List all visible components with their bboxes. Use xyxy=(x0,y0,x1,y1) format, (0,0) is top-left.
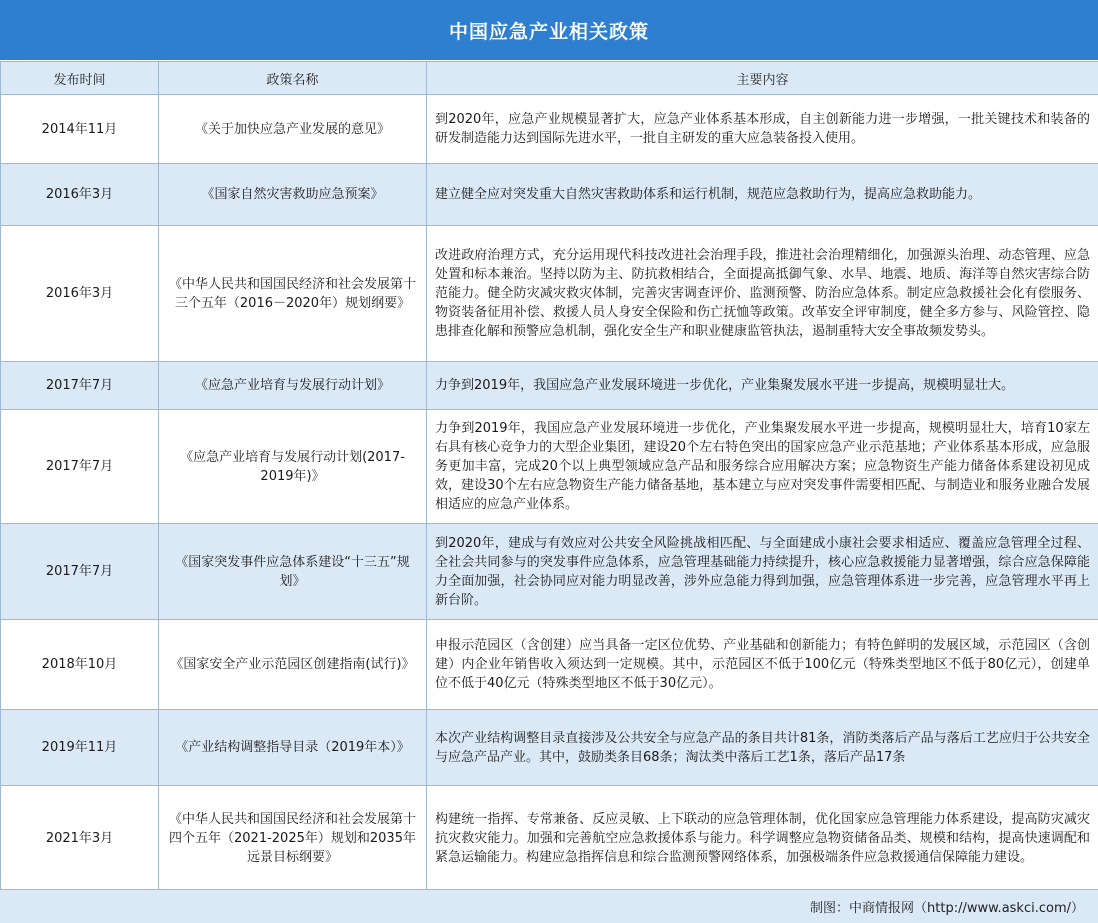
row-content: 建立健全应对突发重大自然灾害救助体系和运行机制，规范应急救助行为，提高应急救助能力。 xyxy=(427,164,1098,226)
row-policy-name: 《中华人民共和国国民经济和社会发展第十四个五年（2021-2025年）规划和2035年远景目标纲要》 xyxy=(159,786,427,892)
row-date: 2014年11月 xyxy=(1,95,159,164)
page-title: 中国应急产业相关政策 xyxy=(0,0,1098,61)
row-date: 2021年3月 xyxy=(1,786,159,892)
table-row xyxy=(1,95,1098,164)
row-date: 2016年3月 xyxy=(1,226,159,362)
row-policy-name: 《国家突发事件应急体系建设“十三五”规划》 xyxy=(159,524,427,620)
row-policy-name: 《关于加快应急产业发展的意见》 xyxy=(159,95,427,164)
row-content: 构建统一指挥、专常兼备、反应灵敏、上下联动的应急管理体制，优化国家应急管理能力体系建设，提高防灾减灾抗灾救灾能力。加强和完善航空应急救援体系与能力。科学调整应急物资储备品类、规模和结构，提高快速调配和紧急运输能力。构建应急指挥信息和综合监测预警网络体系，加强极端条件应急救援通信保障能力建设。 xyxy=(427,786,1098,892)
row-policy-name: 《产业结构调整指导目录（2019年本）》 xyxy=(159,710,427,786)
column-header-date: 发布时间 xyxy=(1,62,159,95)
table-header-row xyxy=(1,62,1098,95)
row-content: 改进政府治理方式，充分运用现代科技改进社会治理手段，推进社会治理精细化，加强源头治理、动态管理、应急处置和标本兼治。坚持以防为主、防抗救相结合，全面提高抵御气象、水旱、地震、地质、海洋等自然灾害综合防范能力。健全防灾减灾救灾体制，完善灾害调查评价、监测预警、防治应急体系。制定应急救援社会化有偿服务、物资装备征用补偿、救援人员人身安全保险和伤亡抚恤等政策。改革安全评审制度，健全多方参与、风险管控、隐患排查化解和预警应急机制，强化安全生产和职业健康监管执法，遏制重特大安全事故频发势头。 xyxy=(427,226,1098,362)
row-date: 2017年7月 xyxy=(1,362,159,410)
table-row xyxy=(1,620,1098,710)
row-policy-name: 《中华人民共和国国民经济和社会发展第十三个五年（2016－2020年）规划纲要》 xyxy=(159,226,427,362)
row-date: 2017年7月 xyxy=(1,524,159,620)
table-row xyxy=(1,226,1098,362)
row-date: 2016年3月 xyxy=(1,164,159,226)
table-row xyxy=(1,164,1098,226)
policy-table xyxy=(0,61,1098,892)
row-policy-name: 《国家安全产业示范园区创建指南(试行)》 xyxy=(159,620,427,710)
source-credit: 制图：中商情报网（http://www.askci.com/） xyxy=(0,889,1098,923)
table-row xyxy=(1,786,1098,892)
column-header-content: 主要内容 xyxy=(427,62,1098,95)
row-policy-name: 《应急产业培育与发展行动计划(2017-2019年)》 xyxy=(159,410,427,524)
table-row xyxy=(1,410,1098,524)
row-date: 2018年10月 xyxy=(1,620,159,710)
row-content: 到2020年，应急产业规模显著扩大，应急产业体系基本形成，自主创新能力进一步增强，一批关键技术和装备的研发制造能力达到国际先进水平，一批自主研发的重大应急装备投入使用。 xyxy=(427,95,1098,164)
row-policy-name: 《应急产业培育与发展行动计划》 xyxy=(159,362,427,410)
row-date: 2019年11月 xyxy=(1,710,159,786)
row-date: 2017年7月 xyxy=(1,410,159,524)
row-policy-name: 《国家自然灾害救助应急预案》 xyxy=(159,164,427,226)
row-content: 申报示范园区（含创建）应当具备一定区位优势、产业基础和创新能力；有特色鲜明的发展区域，示范园区（含创建）内企业年销售收入须达到一定规模。其中，示范园区不低于100亿元（特殊类型地区不低于80亿元），创建单位不低于40亿元（特殊类型地区不低于30亿元）。 xyxy=(427,620,1098,710)
table-row xyxy=(1,362,1098,410)
table-row xyxy=(1,710,1098,786)
row-content: 力争到2019年，我国应急产业发展环境进一步优化，产业集聚发展水平进一步提高，规模明显壮大。 xyxy=(427,362,1098,410)
table-row xyxy=(1,524,1098,620)
row-content: 本次产业结构调整目录直接涉及公共安全与应急产品的条目共计81条，消防类落后产品与落后工艺应归于公共安全与应急产品产业。其中，鼓励类条目68条；淘汰类中落后工艺1条，落后产品17条 xyxy=(427,710,1098,786)
row-content: 力争到2019年，我国应急产业发展环境进一步优化，产业集聚发展水平进一步提高，规模明显壮大，培育10家左右具有核心竞争力的大型企业集团，建设20个左右特色突出的国家应急产业示范基地；产业体系基本形成，应急服务更加丰富，完成20个以上典型领域应急产品和服务综合应用解决方案；应急物资生产能力储备体系建设初见成效，建设30个左右应急物资生产能力储备基地，基本建立与应对突发事件需要相匹配、与制造业和服务业融合发展相适应的应急产业体系。 xyxy=(427,410,1098,524)
column-header-name: 政策名称 xyxy=(159,62,427,95)
row-content: 到2020年，建成与有效应对公共安全风险挑战相匹配、与全面建成小康社会要求相适应、覆盖应急管理全过程、全社会共同参与的突发事件应急体系，应急管理基础能力持续提升，核心应急救援能力显著增强，综合应急保障能力全面加强，社会协同应对能力明显改善，涉外应急能力得到加强，应急管理体系进一步完善，应急管理水平再上新台阶。 xyxy=(427,524,1098,620)
